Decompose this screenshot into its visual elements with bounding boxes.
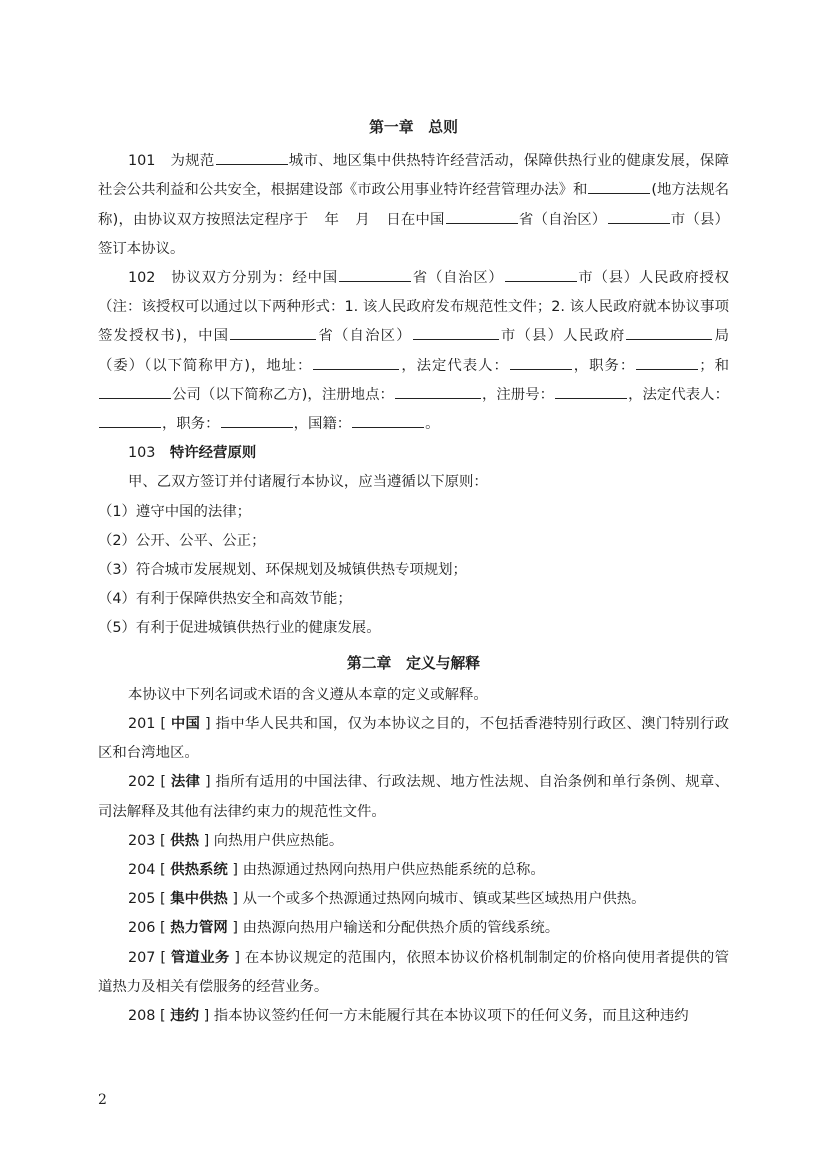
blank-field [339, 280, 411, 282]
definition-203: 203 [ 供热 ] 向热用户供应热能。 [128, 832, 344, 849]
blank-field [352, 426, 424, 428]
defined-term: 热力管网 [170, 920, 228, 937]
definition-201: 201 [ 中国 ] 指中华人民共和国，仅为本协议之目的，不包括香港特别行政区、澳门特别行政区和台湾地区。 [98, 716, 729, 762]
article-103-heading [98, 439, 729, 468]
definition-205: 205 [ 集中供热 ] 从一个或多个热源通过热网向城市、镇或某些区域热用户供热。 [128, 891, 646, 908]
principle-item: （2）公开、公平、公正； [98, 532, 266, 549]
article-103-intro: 甲、乙双方签订并付诸履行本协议，应当遵循以下原则： [128, 474, 488, 491]
blank-field [99, 397, 171, 399]
blank-field [446, 222, 518, 224]
page-number: 2 [98, 1092, 107, 1108]
blank-field [510, 368, 572, 370]
blank-field [608, 222, 670, 224]
definition-207: 207 [ 管道业务 ] 在本协议规定的范围内，依照本协议价格机制制定的价格向使用者提供的管道热力及相关有偿服务的经营业务。 [98, 949, 729, 995]
principle-item: （1）遵守中国的法律； [98, 503, 252, 520]
blank-field [313, 368, 399, 370]
chapter-2-intro: 本协议中下列名词或术语的含义遵从本章的定义或解释。 [128, 686, 488, 703]
definition-208: 208 [ 违约 ] 指本协议签约任何一方未能履行其在本协议项下的任何义务，而且这种违约 [128, 1008, 689, 1025]
page-body [98, 113, 729, 1031]
principle-item: （5）有利于促进城镇供热行业的健康发展。 [98, 620, 381, 637]
blank-field [221, 426, 293, 428]
chapter-1-title: 第一章 总则 [369, 119, 458, 136]
defined-term: 中国 [170, 716, 201, 733]
defined-term: 供热 [170, 832, 200, 849]
blank-field [413, 338, 499, 340]
blank-field [395, 397, 481, 399]
blank-field [230, 338, 316, 340]
definition-206: 206 [ 热力管网 ] 由热源向热用户输送和分配供热介质的管线系统。 [128, 920, 560, 937]
defined-term: 违约 [170, 1008, 200, 1025]
principle-item: （4）有利于保障供热安全和高效节能； [98, 591, 352, 608]
chapter-2-title: 第二章 定义与解释 [346, 654, 481, 672]
article-number: 101 [128, 153, 156, 170]
definition-202: 202 [ 法律 ] 指所有适用的中国法律、行政法规、地方性法规、自治条例和单行条例、规章、司法解释及其他有法律约束力的规范性文件。 [98, 774, 729, 820]
blank-field [588, 192, 650, 194]
article-101: 101 为规范 城市、地区集中供热特许经营活动，保障供热行业的健康发展，保障社会公共利益和公共安全，根据建设部《市政公用事业特许经营管理办法》和 (地方法规名称)，由协议双方按照法定程序于 年 月 日在中国 省（自治区） 市（县）签订本协议。 [98, 153, 729, 257]
blank-field [555, 397, 627, 399]
defined-term: 法律 [170, 774, 201, 791]
defined-term: 管道业务 [170, 949, 230, 966]
article-number: 103 [128, 445, 156, 462]
article-102: 102 协议双方分别为：经中国 省（自治区） 市（县）人民政府授权（注：该授权可以通过以下两种形式：1. 该人民政府发布规范性文件；2. 该人民政府就本协议事项签发授权书)，中国 省（自治区） 市（县）人民政府 局（委）（以下简称甲方)，地址： ，法定代表人： ，职务： ；和公司（以下简称乙方)，注册地点： ，注册号： ，法定代表人：，职务： ，国籍： 。 [98, 270, 729, 433]
article-number: 102 [128, 270, 156, 287]
definition-204: 204 [ 供热系统 ] 由热源通过热网向热用户供应热能系统的总称。 [128, 862, 545, 879]
defined-term: 集中供热 [170, 891, 228, 908]
blank-field [505, 280, 577, 282]
blank-field [99, 426, 161, 428]
blank-field [626, 338, 712, 340]
blank-field [216, 163, 288, 165]
blank-field [636, 368, 698, 370]
article-103-title: 特许经营原则 [169, 445, 257, 462]
principle-item: （3）符合城市发展规划、环保规划及城镇供热专项规划； [98, 562, 467, 579]
defined-term: 供热系统 [170, 862, 228, 879]
